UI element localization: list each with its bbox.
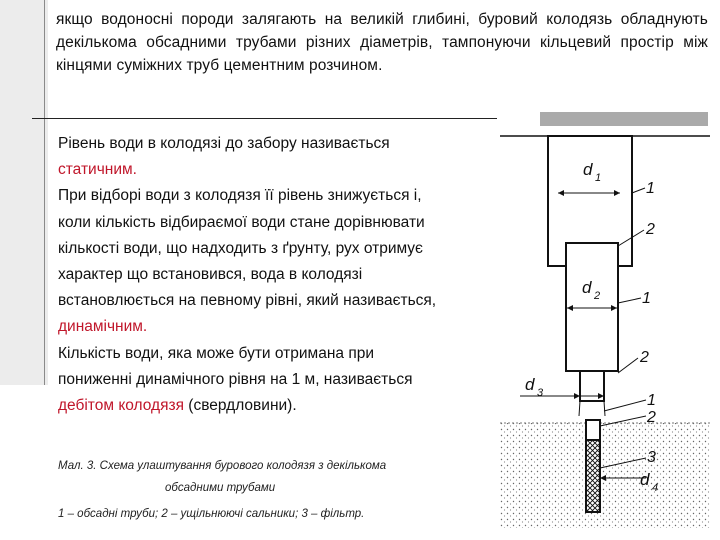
pipe-3-cut — [579, 401, 605, 416]
intro-paragraph: якщо водоносні породи залягають на великій глибині, буровий колодязь обладнують декількома обсадними трубами різних діаметрів, тампонуючи кільцевий простір між кінцями суміжних труб цементним розчином. — [56, 11, 708, 74]
text-line: встановлюється на певному рівні, який називається, — [58, 292, 437, 310]
filter — [586, 440, 600, 512]
text-line: При відборі води з колодязя її рівень знижується і, — [58, 187, 422, 205]
leader-2b — [618, 358, 638, 373]
text-line: Рівень води в колодязі до забору називається — [58, 135, 390, 152]
number-1a: 1 — [646, 180, 655, 197]
number-1c: 1 — [647, 392, 656, 409]
main-paragraph — [58, 131, 498, 419]
leader-1b — [618, 298, 641, 303]
number-2b: 2 — [640, 349, 649, 366]
left-margin-band — [0, 0, 48, 385]
text-line-rest: (свердловини). — [184, 397, 297, 415]
label-d4-sub: 4 — [652, 482, 659, 494]
number-2c: 2 — [647, 409, 656, 426]
text-line: коли кількість відбираємої води стане дорівнювати — [58, 213, 425, 231]
number-1b: 1 — [642, 290, 651, 307]
figure-legend: 1 – обсадні труби; 2 – ущільнюючі сальники; 3 – фільтр. — [58, 508, 365, 520]
number-3: 3 — [647, 449, 656, 466]
figure-caption: Мал. 3. Схема улаштування бурового колодязя з декількома — [58, 460, 387, 472]
label-d1-sub: 1 — [595, 172, 602, 184]
text-line: Кількість води, яка може бути отримана при — [58, 344, 374, 362]
label-d4: d — [640, 470, 650, 489]
text-line: характер що встановився, вода в колодязі — [58, 266, 363, 284]
label-d3-sub: 3 — [537, 387, 544, 399]
label-d1: d — [583, 160, 593, 179]
left-margin-rule — [44, 0, 45, 385]
casing-pipe-4 — [586, 420, 600, 440]
label-d2: d — [582, 278, 592, 297]
well-diagram — [500, 128, 710, 528]
casing-pipe-2 — [566, 243, 618, 371]
text-line — [58, 393, 498, 419]
number-2a: 2 — [646, 221, 655, 238]
leader-1a — [632, 188, 645, 193]
label-d2-sub: 2 — [594, 290, 601, 302]
section-divider-bar — [540, 112, 708, 126]
dynamic-level-term: динамічним. — [58, 318, 148, 336]
text-line: кількості води, що надходить з ґрунту, рух отримує — [58, 239, 423, 257]
section-divider — [32, 118, 497, 119]
figure-caption-continued: обсадними трубами — [165, 482, 276, 494]
well-debit-term: дебітом колодязя — [58, 397, 184, 415]
static-level-term: статичним. — [58, 161, 137, 179]
label-d3: d — [525, 375, 535, 394]
leader-1c — [604, 400, 646, 411]
text-line: пониженні динамічного рівня на 1 м, називається — [58, 370, 413, 388]
